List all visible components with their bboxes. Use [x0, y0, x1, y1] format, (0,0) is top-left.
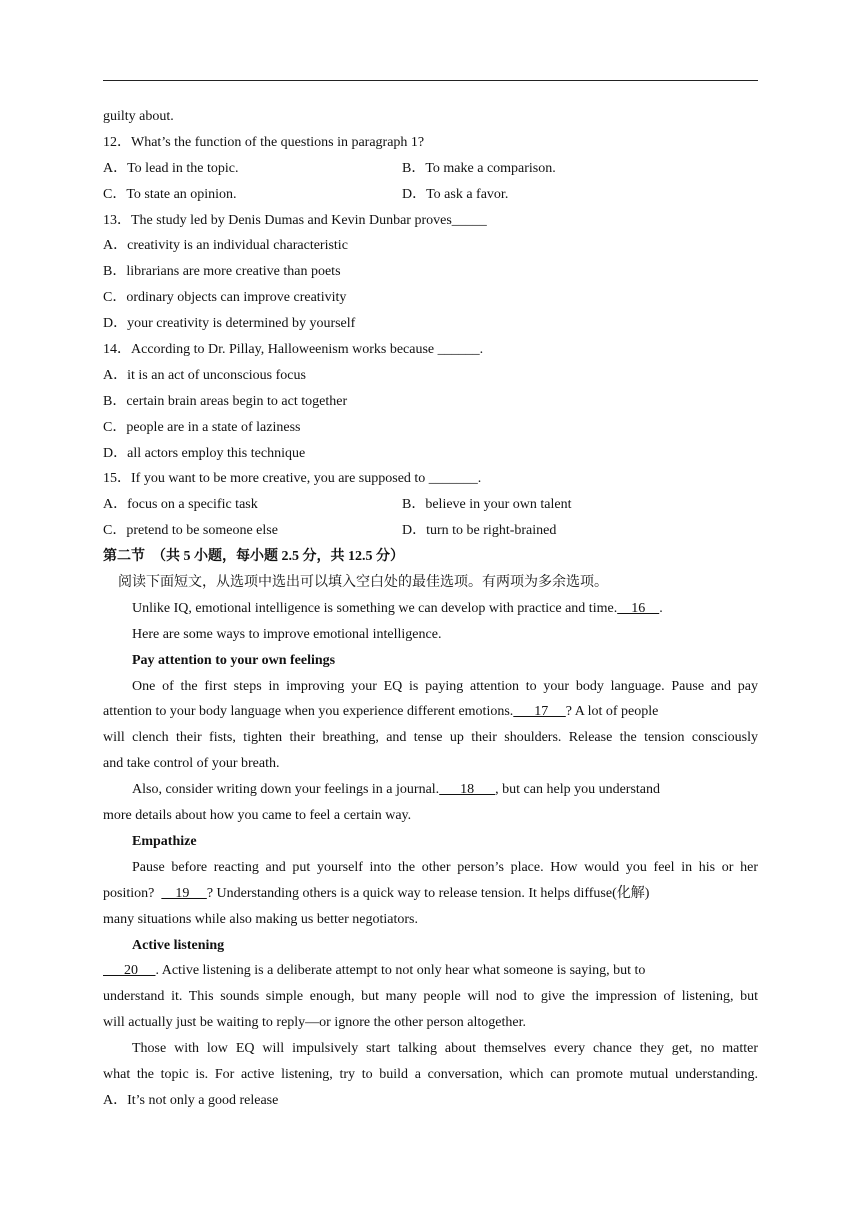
header-rule [103, 80, 758, 81]
p5-text: position? [103, 885, 162, 901]
q12-stem: 12．What’s the function of the questions in paragraph 1? [103, 134, 425, 150]
p1-text: Unlike IQ, emotional intelligence is something we can develop with practice and time. [132, 600, 618, 616]
q15-option-a: A．focus on a specific task [103, 497, 258, 513]
heading-active-listening: Active listening [132, 937, 225, 953]
q13-option-d: D．your creativity is determined by yourself [103, 316, 356, 332]
q13-option-a: A．creativity is an individual characteristic [103, 238, 348, 254]
q14-option-a: A．it is an act of unconscious focus [103, 367, 306, 383]
passage-p5-line1: Pause before reacting and put yourself into the other person’s place. How would you feel in his or her [132, 859, 758, 875]
q14-stem: 14．According to Dr. Pillay, Halloweenism works because ______. [103, 342, 484, 358]
q12-option-a: A．To lead in the topic. [103, 160, 239, 176]
passage-p6-line3: will actually just be waiting to reply—or ignore the other person altogether. [103, 1015, 527, 1031]
q12-option-c: C．To state an opinion. [103, 186, 237, 202]
section2-instruction: 阅读下面短文，从选项中选出可以填入空白处的最佳选项。有两项为多余选项。 [118, 575, 608, 591]
intro-tail-text: guilty about. [103, 109, 174, 124]
heading-empathize: Empathize [132, 833, 197, 849]
q13-option-b: B．librarians are more creative than poets [103, 264, 341, 280]
q12-option-b: B．To make a comparison. [402, 160, 556, 176]
passage-p6-line1 [103, 958, 758, 984]
q15-options-row1 [103, 492, 758, 518]
p1-end: . [659, 600, 663, 616]
q13-stem: 13．The study led by Denis Dumas and Kevin Dunbar proves_____ [103, 212, 487, 228]
q14-option-c: C．people are in a state of laziness [103, 419, 301, 435]
q13-option-c: C．ordinary objects can improve creativity [103, 290, 347, 306]
p5-text-end: ? Understanding others is a quick way to release tension. It helps diffuse(化解) [206, 885, 650, 901]
q12-options-row1 [103, 156, 758, 182]
page-content [103, 104, 758, 1114]
passage-p7-line1: Those with low EQ will impulsively start talking about themselves every chance they get, no matter [132, 1041, 758, 1057]
passage-p3-line1: One of the first steps in improving your EQ is paying attention to your body language. Pause and pay [132, 678, 758, 694]
heading-feelings: Pay attention to your own feelings [132, 652, 336, 668]
p6-text: . Active listening is a deliberate attempt to not only hear what someone is saying, but to [155, 963, 646, 979]
passage-p5-line2 [103, 881, 758, 907]
passage-p4-line1 [103, 777, 758, 803]
passage-p6-line2: understand it. This sounds simple enough, but many people will nod to give the impression of listening, but [103, 989, 758, 1005]
passage-p5-line3: many situations while also making us better negotiators. [103, 911, 418, 927]
q14-option-d: D．all actors employ this technique [103, 445, 306, 461]
blank-18: 18 [439, 782, 496, 798]
section2-heading: 第二节 （共 5 小题，每小题 2.5 分，共 12.5 分） [103, 549, 404, 565]
q15-options-row2 [103, 518, 758, 544]
option-a: A．It’s not only a good release [103, 1092, 279, 1108]
p3-text: attention to your body language when you experience different emotions. [103, 704, 514, 720]
blank-20: 20 [103, 963, 156, 979]
passage-p7-line2: what the topic is. For active listening, try to build a conversation, which can promote mutual understanding. [103, 1066, 758, 1082]
passage-p3-line2 [103, 699, 758, 725]
q15-option-c: C．pretend to be someone else [103, 523, 278, 539]
blank-17: 17 [513, 704, 566, 720]
q14-option-b: B．certain brain areas begin to act together [103, 393, 348, 409]
blank-16: 16 [617, 600, 660, 616]
q15-option-d: D．turn to be right-brained [402, 523, 557, 539]
blank-19: 19 [161, 885, 207, 901]
passage-p2: Here are some ways to improve emotional intelligence. [132, 626, 442, 642]
p4-text: Also, consider writing down your feelings in a journal. [132, 782, 440, 798]
q12-options-row2 [103, 182, 758, 208]
p3-text-end: ? A lot of people [565, 704, 659, 720]
q15-stem: 15．If you want to be more creative, you are supposed to _______. [103, 471, 482, 487]
passage-p3-line3: will clench their fists, tighten their breathing, and tense up their shoulders. Release the tension consciously [103, 730, 758, 746]
q12-option-d: D．To ask a favor. [402, 186, 509, 202]
passage-p1 [103, 596, 758, 622]
p4-text-end: , but can help you understand [495, 782, 661, 798]
passage-p3-line4: and take control of your breath. [103, 756, 280, 772]
passage-p4-line2: more details about how you came to feel a certain way. [103, 808, 412, 824]
q15-option-b: B．believe in your own talent [402, 497, 572, 513]
